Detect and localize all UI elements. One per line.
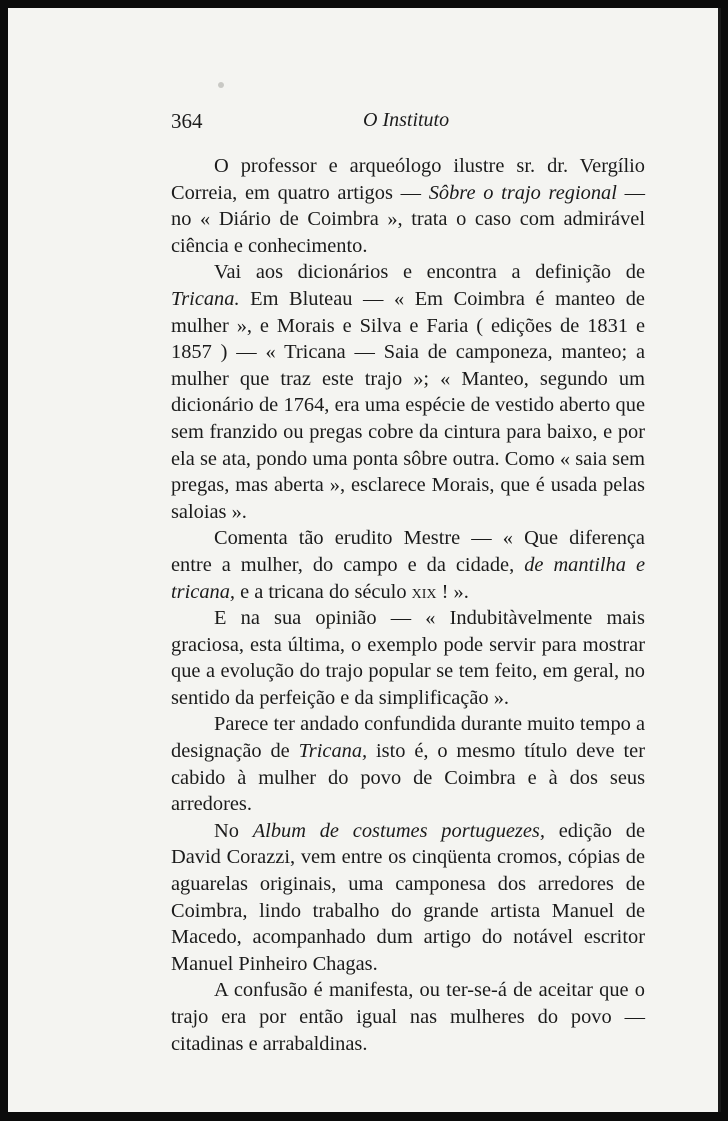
- paragraph-3: [171, 525, 645, 605]
- paragraph-4: [171, 605, 645, 711]
- page-number: 364: [171, 109, 203, 133]
- paragraph-1: [171, 153, 645, 259]
- paragraph-7: [171, 977, 645, 1057]
- paragraph-3-text-1: Comenta tão erudito Mestre — « Que diferença entre a mulher, do campo e da cidade,: [171, 527, 645, 576]
- paragraph-5-term-tricana: Tricana,: [298, 740, 368, 763]
- paragraph-1-text-1: O professor e arqueólogo ilustre sr. dr. Vergílio Correia, em quatro artigos —: [171, 155, 645, 204]
- paper-speck: [218, 82, 224, 88]
- paragraph-2: [171, 259, 645, 525]
- paragraph-5-text-1: Parece ter andado confundida durante muito tempo a designação de: [171, 713, 645, 763]
- paragraph-2-term-tricana: Tricana.: [171, 287, 240, 310]
- paragraph-4-text-1: E na sua opinião — « Indubitàvelmente mais graciosa, esta última, o exemplo pode servir para mostrar que a evolução do trajo popular se tem feito, em geral, no sentido da perfeição e da simplificação ».: [171, 607, 645, 709]
- paragraph-1-text-2: — no « Diário de Coimbra », trata o caso com admirável ciência e conhecimento.: [171, 181, 645, 257]
- paragraph-3-text-3: ! ».: [436, 580, 469, 603]
- paragraph-7-text-1: A confusão é manifesta, ou ter-se-á de aceitar que o trajo era por então igual nas mulheres do povo — citadinas e arrabaldinas.: [171, 979, 645, 1055]
- paragraph-5-text-2: isto é, o mesmo título deve ter cabido à mulher do povo de Coimbra e à dos seus arredores.: [171, 740, 645, 816]
- paragraph-2-text-2: Em Bluteau — « Em Coimbra é manteo de mulher », e Morais e Silva e Faria ( edições de 1831 e 1857 ) — « Tricana — Saia de camponeza, manteo; a mulher que traz este trajo »; « Manteo, segundo um dicionário de 1764, era uma espécie de vestido aberto que sem franzido ou pregas cobre da cintura para baixo, e por ela se ata, pondo uma ponta sôbre outra. Como « saia sem pregas, mas aberta », esclarece Morais, que é usada pelas saloias ».: [171, 287, 645, 523]
- paragraph-6-text-2: edição de David Corazzi, vem entre os cinqüenta cromos, cópias de aguarelas originais, uma camponesa dos arredores de Coimbra, lindo trabalho do grande artista Manuel de Macedo, acompanhado dum artigo do notável escritor Manuel Pinheiro Chagas.: [171, 819, 645, 975]
- page-header: [171, 109, 645, 139]
- paragraph-1-title-sobre: Sôbre o trajo regional: [428, 181, 617, 204]
- paragraph-3-century-numeral: xix: [411, 580, 437, 603]
- paragraph-2-text-1: Vai aos dicionários e encontra a definição de: [214, 261, 645, 284]
- paragraph-6-album-title: Album de costumes portuguezes,: [252, 819, 545, 842]
- paragraph-6: [171, 818, 645, 978]
- running-title: O Instituto: [363, 109, 450, 131]
- body-text: [171, 153, 645, 1057]
- book-page: [8, 8, 721, 1112]
- paragraph-3-text-2: e a tricana do século: [235, 580, 412, 603]
- paragraph-6-text-1: No: [214, 819, 253, 842]
- paragraph-5: [171, 711, 645, 817]
- paragraph-3-phrase-mantilha: de mantilha e tricana,: [171, 553, 646, 603]
